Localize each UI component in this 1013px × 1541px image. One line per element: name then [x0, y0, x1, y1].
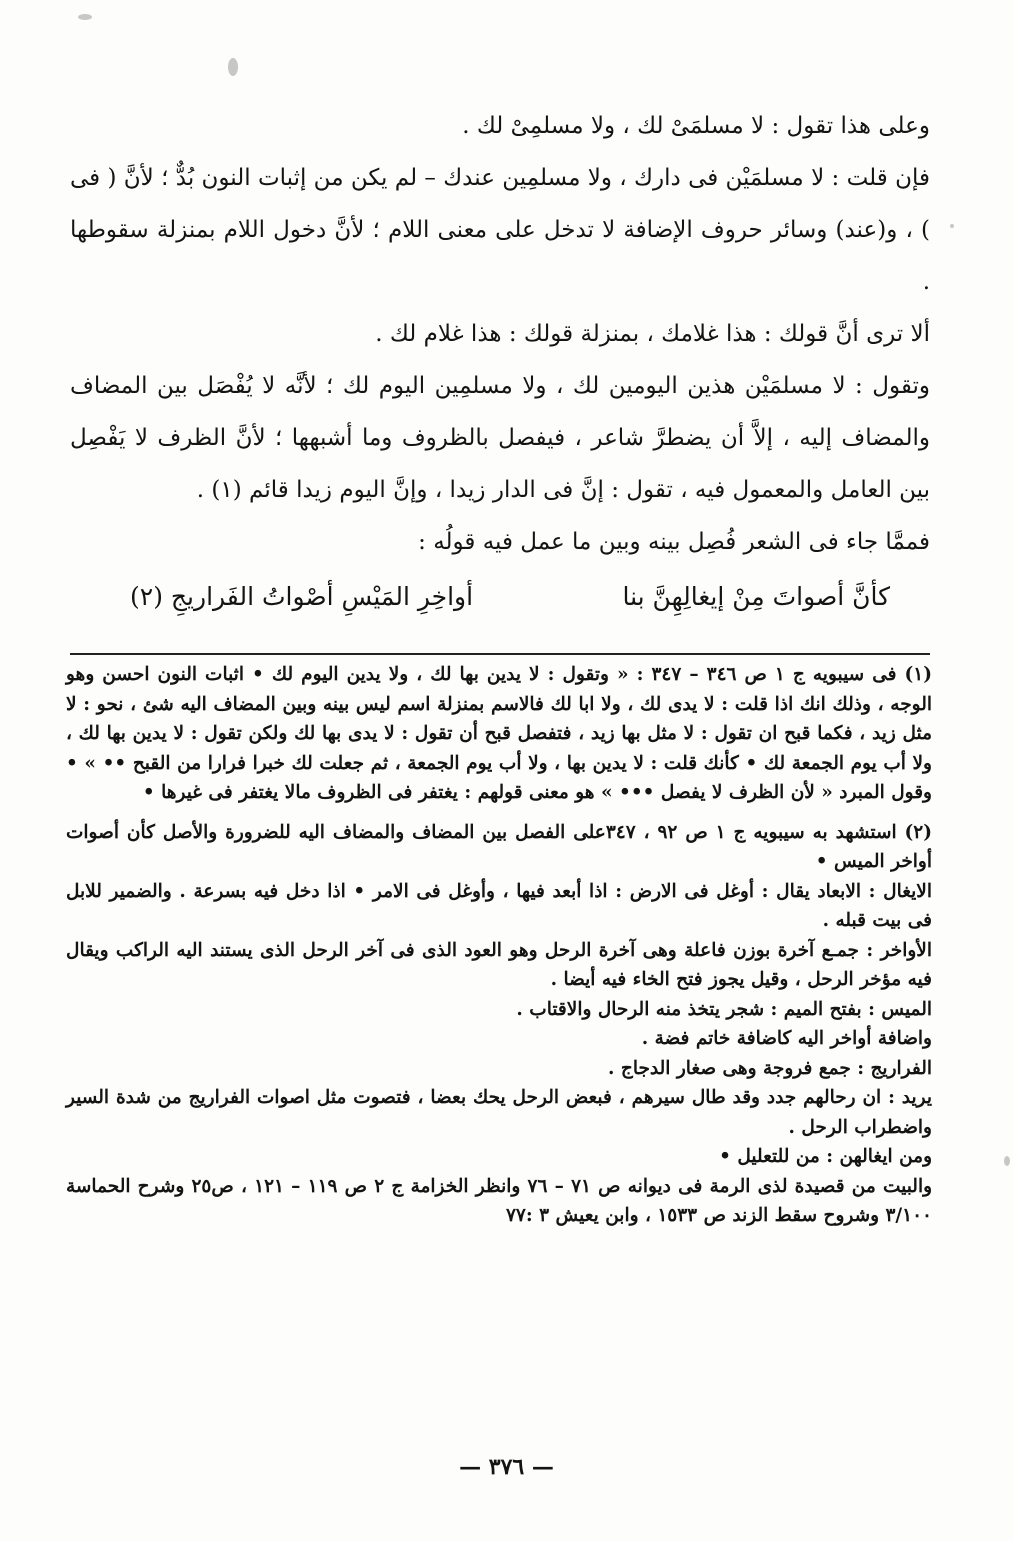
ink-speck [1004, 1156, 1010, 1166]
footnote-gloss: الميس : بفتح الميم : شجر يتخذ منه الرحال والاقتاب . [516, 998, 932, 1020]
footnote: (١) فى سيبويه ج ١ ص ٣٤٦ – ٣٤٧ : « وتقول : لا يدين بها لك ، ولا يدين اليوم لك • اثبات النون احسن وهو الوجه ، وذلك انك اذا قلت : لا يدى لك ، ولا ابا لك فالاسم بمنزلة اسم ليس بينه وبين المضاف اليه شئ ، نحو : لا مثل زيد ، فكما قبح ان تقول : لا مثل بها زيد ، فتفصل قبح أن تقول : لا يدى بها لك ولكن تقول : لا يدين بها لك ، ولا أب يوم الجمعة لك • كأنك قلت : لا يدين بها ، ولا أب يوم الجمعة ، ثم جعلت لك خبرا فرارا من القبح •• » • وقول المبرد « لأن الظرف لا يفصل ••• » هو معنى قولهم : يغتفر فى الظروف مالا يغتفر فى غيرها • [66, 664, 932, 803]
ink-speck [950, 224, 954, 228]
footnote-gloss: ومن ايغالهن : من للتعليل • [719, 1146, 932, 1167]
verse-second-hemistich: أواخِرِ المَيْسِ أصْواتُ الفَراريجِ (٢) [130, 582, 474, 611]
body-paragraph: وتقول : لا مسلمَيْن هذين اليومين لك ، ولا مسلمِين اليوم لك ؛ لأنَّه لا يُفْصَل بين المضاف والمضاف إليه ، إلاَّ أن يضطرَّ شاعر ، فيفصل بالظروف وما أشبهها ؛ لأنَّ الظرف لا يَفْصِل بين العامل والمعمول فيه ، تقول : إنَّ فى الدار زيدا ، وإنَّ اليوم زيدا قائم (١) . [70, 373, 930, 503]
ink-speck [228, 58, 238, 76]
body-paragraph: فإن قلت : لا مسلمَيْن فى دارك ، ولا مسلمِين عندك – لم يكن من إثبات النون بُدٌّ ؛ لأنَّ ( فى ) ، و(عند) وسائر حروف الإضافة لا تدخل على معنى اللام ؛ لأنَّ دخول اللام بمنزلة سقوطها . [70, 165, 930, 295]
footnote-gloss: يريد : ان رحالهم جدد وقد طال سيرهم ، فبعض الرحل يحك بعضا ، فتصوت مثل اصوات الفراريج من شدة السير واضطراب الرحل . [66, 1087, 932, 1138]
verse-first-hemistich: كأنَّ أصواتَ مِنْ إيغالِهِنَّ بنا [622, 582, 890, 611]
main-text [70, 100, 930, 622]
page-number: — ٣٧٦ — [459, 1454, 554, 1480]
body-paragraph: فممَّا جاء فى الشعر فُصِل بينه وبين ما عمل فيه قولُه : [418, 529, 930, 555]
body-paragraph: وعلى هذا تقول : لا مسلمَىْ لك ، ولا مسلمِىْ لك . [462, 113, 930, 139]
footnote-divider [70, 653, 930, 655]
footnote-gloss: الفراريج : جمع فروجة وهى صغار الدجاج . [608, 1057, 932, 1079]
footnote: (٢) استشهد به سيبويه ج ١ ص ٩٢ ، ٣٤٧على الفصل بين المضاف والمضاف اليه للضرورة والأصل كأن أصوات أواخر الميس • [66, 821, 932, 872]
footnote-gloss: واضافة أواخر اليه كاضافة خاتم فضة . [641, 1028, 932, 1049]
ink-speck [78, 14, 92, 20]
footnote-gloss: الايغال : الابعاد يقال : أوغل فى الارض : اذا أبعد فيها ، وأوغل فى الامر • اذا دخل فيه بسرعة . والضمير للابل فى بيت قبله . [66, 880, 932, 931]
body-paragraph: ألا ترى أنَّ قولك : هذا غلامك ، بمنزلة قولك : هذا غلام لك . [375, 321, 930, 347]
poetry-verse [70, 572, 930, 622]
footnote-gloss: والبيت من قصيدة لذى الرمة فى ديوانه ص ٧١ – ٧٦ وانظر الخزامة ج ٢ ص ١١٩ – ١٢١ ، ص٢٥ وشرح الحماسة ٣/١٠٠ وشروح سقط الزند ص ١٥٣٣ ، وابن يعيش ٣ :٧٧ [66, 1175, 933, 1226]
footnotes [66, 660, 932, 1231]
footnote-gloss: الأواخر : جمـع آخرة بوزن فاعلة وهى آخرة الرحل وهو العود الذى فى آخر الرحل الذى يستند اليه الراكب ويقال فيه مؤخر الرحل ، وقيل يجوز فتح الخاء فيه أيضا . [66, 939, 932, 990]
